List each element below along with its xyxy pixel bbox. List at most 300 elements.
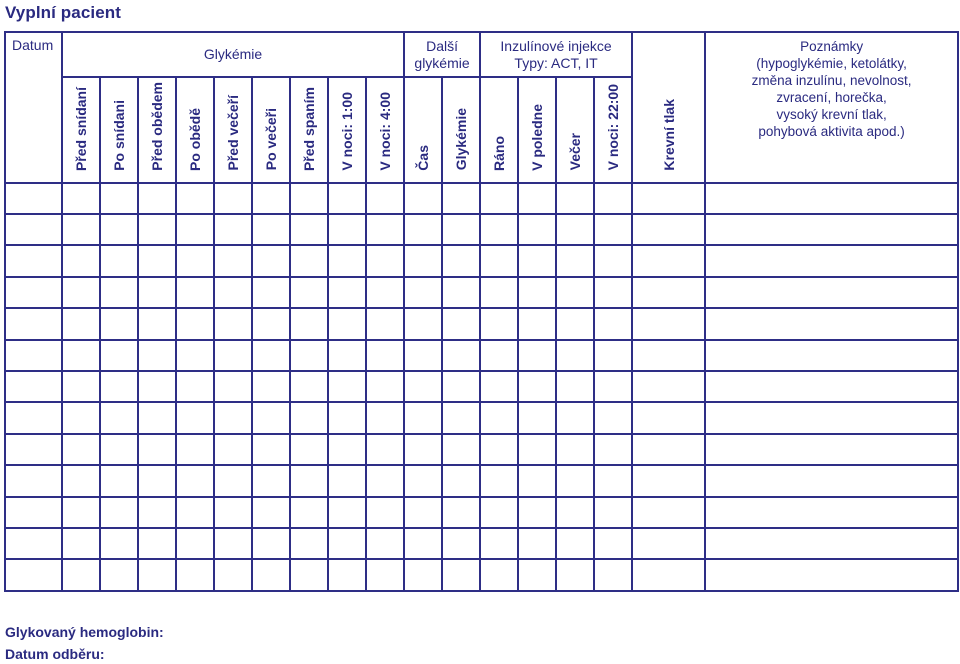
entry-cell[interactable] xyxy=(290,497,328,528)
entry-cell[interactable] xyxy=(594,183,632,214)
entry-cell[interactable] xyxy=(442,277,480,308)
entry-cell[interactable] xyxy=(632,497,705,528)
insulin-line1: Inzulínové injekce xyxy=(500,37,612,54)
entry-cell[interactable] xyxy=(480,465,518,496)
entry-cell[interactable] xyxy=(62,340,100,371)
entry-cell[interactable] xyxy=(366,340,404,371)
entry-cell[interactable] xyxy=(176,434,214,465)
entry-cell[interactable] xyxy=(480,371,518,402)
table-row xyxy=(5,340,958,371)
entry-cell[interactable] xyxy=(594,277,632,308)
entry-cell[interactable] xyxy=(176,559,214,590)
entry-cell[interactable] xyxy=(62,497,100,528)
col-label: Večer xyxy=(567,133,584,171)
entry-cell[interactable] xyxy=(442,183,480,214)
entry-cell[interactable] xyxy=(100,371,138,402)
entry-cell[interactable] xyxy=(518,497,556,528)
entry-cell[interactable] xyxy=(252,371,290,402)
entry-cell[interactable] xyxy=(518,434,556,465)
col-label: Před spaním xyxy=(301,86,317,171)
entry-cell[interactable] xyxy=(100,528,138,559)
col-label: Před obědem xyxy=(149,82,165,171)
entry-cell[interactable] xyxy=(594,402,632,433)
entry-cell[interactable] xyxy=(556,371,594,402)
entry-cell[interactable] xyxy=(480,402,518,433)
entry-cell[interactable] xyxy=(328,402,366,433)
col-po-snidani xyxy=(100,77,138,183)
entry-cell[interactable] xyxy=(5,465,62,496)
entry-cell[interactable] xyxy=(214,434,252,465)
notes-line: změna inzulínu, nevolnost, xyxy=(751,73,912,88)
entry-cell[interactable] xyxy=(518,214,556,245)
other-glycemia-line2: glykémie xyxy=(414,54,470,71)
entry-cell[interactable] xyxy=(705,402,958,433)
entry-cell[interactable] xyxy=(290,214,328,245)
entry-cell[interactable] xyxy=(252,245,290,276)
entry-cell[interactable] xyxy=(5,214,62,245)
entry-cell[interactable] xyxy=(62,402,100,433)
entry-cell[interactable] xyxy=(214,340,252,371)
entry-cell[interactable] xyxy=(705,497,958,528)
table-row xyxy=(5,183,958,214)
entry-cell[interactable] xyxy=(480,245,518,276)
glycemia-log-table xyxy=(4,31,959,592)
entry-cell[interactable] xyxy=(404,371,442,402)
entry-cell[interactable] xyxy=(632,434,705,465)
entry-cell[interactable] xyxy=(214,277,252,308)
entry-cell[interactable] xyxy=(176,465,214,496)
blood-pressure-label: Krevní tlak xyxy=(660,99,677,171)
table-row xyxy=(5,497,958,528)
entry-cell[interactable] xyxy=(100,402,138,433)
entry-cell[interactable] xyxy=(100,340,138,371)
entry-cell[interactable] xyxy=(290,528,328,559)
entry-cell[interactable] xyxy=(252,434,290,465)
entry-cell[interactable] xyxy=(404,214,442,245)
entry-cell[interactable] xyxy=(632,277,705,308)
entry-cell[interactable] xyxy=(518,183,556,214)
entry-cell[interactable] xyxy=(100,308,138,339)
table-row xyxy=(5,371,958,402)
entry-cell[interactable] xyxy=(705,183,958,214)
entry-cell[interactable] xyxy=(632,371,705,402)
entry-cell[interactable] xyxy=(176,308,214,339)
entry-cell[interactable] xyxy=(632,559,705,590)
entry-cell[interactable] xyxy=(556,214,594,245)
entry-cell[interactable] xyxy=(328,183,366,214)
entry-cell[interactable] xyxy=(480,277,518,308)
entry-cell[interactable] xyxy=(100,559,138,590)
entry-cell[interactable] xyxy=(556,308,594,339)
entry-cell[interactable] xyxy=(290,434,328,465)
insulin-group-header xyxy=(480,32,632,77)
entry-cell[interactable] xyxy=(518,528,556,559)
entry-cell[interactable] xyxy=(5,559,62,590)
entry-cell[interactable] xyxy=(252,340,290,371)
entry-cell[interactable] xyxy=(366,402,404,433)
entry-cell[interactable] xyxy=(705,245,958,276)
entry-cell[interactable] xyxy=(5,340,62,371)
entry-cell[interactable] xyxy=(632,340,705,371)
entry-cell[interactable] xyxy=(594,434,632,465)
entry-cell[interactable] xyxy=(594,528,632,559)
entry-cell[interactable] xyxy=(5,308,62,339)
entry-cell[interactable] xyxy=(62,245,100,276)
entry-cell[interactable] xyxy=(480,497,518,528)
col-label: Po večeři xyxy=(263,108,279,171)
entry-cell[interactable] xyxy=(62,214,100,245)
other-glycemia-line1: Další xyxy=(426,37,458,54)
entry-cell[interactable] xyxy=(62,308,100,339)
entry-cell[interactable] xyxy=(518,340,556,371)
entry-cell[interactable] xyxy=(366,434,404,465)
entry-cell[interactable] xyxy=(556,277,594,308)
entry-cell[interactable] xyxy=(366,528,404,559)
entry-cell[interactable] xyxy=(404,308,442,339)
table-row xyxy=(5,559,958,590)
notes-line: vysoký krevní tlak, xyxy=(776,107,887,122)
entry-cell[interactable] xyxy=(480,559,518,590)
entry-cell[interactable] xyxy=(366,308,404,339)
entry-cell[interactable] xyxy=(442,340,480,371)
entry-cell[interactable] xyxy=(556,559,594,590)
col-pred-snidani xyxy=(62,77,100,183)
col-label: Po snídani xyxy=(111,99,127,171)
table-row xyxy=(5,308,958,339)
entry-cell[interactable] xyxy=(252,559,290,590)
entry-cell[interactable] xyxy=(62,528,100,559)
entry-cell[interactable] xyxy=(100,183,138,214)
entry-cell[interactable] xyxy=(328,214,366,245)
entry-cell[interactable] xyxy=(62,559,100,590)
entry-cell[interactable] xyxy=(442,214,480,245)
entry-cell[interactable] xyxy=(5,371,62,402)
entry-cell[interactable] xyxy=(62,183,100,214)
entry-cell[interactable] xyxy=(328,528,366,559)
entry-cell[interactable] xyxy=(366,214,404,245)
entry-cell[interactable] xyxy=(100,465,138,496)
entry-cell[interactable] xyxy=(290,402,328,433)
entry-cell[interactable] xyxy=(252,214,290,245)
notes-title: Poznámky xyxy=(800,39,864,54)
entry-cell[interactable] xyxy=(442,308,480,339)
entry-cell[interactable] xyxy=(594,245,632,276)
entry-cell[interactable] xyxy=(5,245,62,276)
entry-cell[interactable] xyxy=(62,371,100,402)
entry-cell[interactable] xyxy=(632,214,705,245)
col-label: V noci: 22:00 xyxy=(605,84,622,171)
col-v-noci-4 xyxy=(366,77,404,183)
entry-cell[interactable] xyxy=(366,465,404,496)
entry-cell[interactable] xyxy=(556,528,594,559)
table-row xyxy=(5,245,958,276)
entry-cell[interactable] xyxy=(705,528,958,559)
entry-cell[interactable] xyxy=(518,465,556,496)
entry-cell[interactable] xyxy=(214,214,252,245)
entry-cell[interactable] xyxy=(404,402,442,433)
entry-cell[interactable] xyxy=(442,402,480,433)
entry-cell[interactable] xyxy=(366,559,404,590)
entry-cell[interactable] xyxy=(252,308,290,339)
entry-cell[interactable] xyxy=(214,308,252,339)
table-row xyxy=(5,402,958,433)
col-label: Před snídaní xyxy=(73,86,89,171)
entry-cell[interactable] xyxy=(5,434,62,465)
entry-cell[interactable] xyxy=(5,277,62,308)
entry-cell[interactable] xyxy=(214,559,252,590)
entry-cell[interactable] xyxy=(214,371,252,402)
entry-cell[interactable] xyxy=(366,277,404,308)
entry-cell[interactable] xyxy=(594,340,632,371)
entry-cell[interactable] xyxy=(214,183,252,214)
entry-cell[interactable] xyxy=(518,277,556,308)
entry-cell[interactable] xyxy=(290,308,328,339)
entry-cell[interactable] xyxy=(518,559,556,590)
entry-cell[interactable] xyxy=(5,528,62,559)
entry-cell[interactable] xyxy=(138,497,176,528)
entry-cell[interactable] xyxy=(480,183,518,214)
entry-cell[interactable] xyxy=(556,497,594,528)
entry-cell[interactable] xyxy=(252,528,290,559)
entry-cell[interactable] xyxy=(442,465,480,496)
table-row xyxy=(5,434,958,465)
entry-cell[interactable] xyxy=(138,277,176,308)
entry-cell[interactable] xyxy=(404,434,442,465)
entry-cell[interactable] xyxy=(328,434,366,465)
entry-cell[interactable] xyxy=(290,277,328,308)
entry-cell[interactable] xyxy=(328,277,366,308)
entry-cell[interactable] xyxy=(328,465,366,496)
entry-cell[interactable] xyxy=(404,528,442,559)
col-label: Glykémie xyxy=(453,108,470,171)
entry-cell[interactable] xyxy=(138,465,176,496)
entry-cell[interactable] xyxy=(214,245,252,276)
other-glycemia-header xyxy=(404,32,480,77)
entry-cell[interactable] xyxy=(176,214,214,245)
col-pred-spanim xyxy=(290,77,328,183)
entry-cell[interactable] xyxy=(404,497,442,528)
col-po-veceri xyxy=(252,77,290,183)
entry-cell[interactable] xyxy=(366,497,404,528)
entry-cell[interactable] xyxy=(705,434,958,465)
entry-cell[interactable] xyxy=(252,402,290,433)
entry-cell[interactable] xyxy=(518,308,556,339)
entry-cell[interactable] xyxy=(632,402,705,433)
entry-cell[interactable] xyxy=(138,214,176,245)
entry-cell[interactable] xyxy=(705,559,958,590)
entry-cell[interactable] xyxy=(404,465,442,496)
entry-cell[interactable] xyxy=(328,559,366,590)
entry-cell[interactable] xyxy=(62,465,100,496)
entry-cell[interactable] xyxy=(252,497,290,528)
entry-cell[interactable] xyxy=(556,434,594,465)
entry-cell[interactable] xyxy=(442,559,480,590)
entry-cell[interactable] xyxy=(556,245,594,276)
entry-cell[interactable] xyxy=(518,245,556,276)
entry-cell[interactable] xyxy=(594,465,632,496)
col-vecer xyxy=(556,77,594,183)
entry-cell[interactable] xyxy=(518,371,556,402)
entry-cell[interactable] xyxy=(252,183,290,214)
entry-cell[interactable] xyxy=(328,340,366,371)
hba1c-field[interactable] xyxy=(5,624,164,640)
entry-cell[interactable] xyxy=(214,528,252,559)
entry-cell[interactable] xyxy=(404,183,442,214)
entry-cell[interactable] xyxy=(705,308,958,339)
entry-cell[interactable] xyxy=(328,308,366,339)
entry-cell[interactable] xyxy=(138,402,176,433)
entry-cell[interactable] xyxy=(5,183,62,214)
entry-cell[interactable] xyxy=(442,434,480,465)
col-v-noci-22 xyxy=(594,77,632,183)
log-body xyxy=(5,183,958,591)
entry-cell[interactable] xyxy=(214,402,252,433)
entry-cell[interactable] xyxy=(556,183,594,214)
entry-cell[interactable] xyxy=(176,402,214,433)
entry-cell[interactable] xyxy=(480,340,518,371)
table-row xyxy=(5,214,958,245)
entry-cell[interactable] xyxy=(328,245,366,276)
entry-cell[interactable] xyxy=(252,277,290,308)
entry-cell[interactable] xyxy=(138,371,176,402)
entry-cell[interactable] xyxy=(442,528,480,559)
entry-cell[interactable] xyxy=(328,371,366,402)
entry-cell[interactable] xyxy=(290,371,328,402)
table-row xyxy=(5,277,958,308)
entry-cell[interactable] xyxy=(176,528,214,559)
entry-cell[interactable] xyxy=(594,308,632,339)
col-label: Před večeří xyxy=(225,95,241,171)
entry-cell[interactable] xyxy=(404,340,442,371)
entry-cell[interactable] xyxy=(705,340,958,371)
entry-cell[interactable] xyxy=(594,559,632,590)
col-label: V noci: 4:00 xyxy=(377,92,394,171)
entry-cell[interactable] xyxy=(214,465,252,496)
entry-cell[interactable] xyxy=(632,528,705,559)
entry-cell[interactable] xyxy=(480,214,518,245)
entry-cell[interactable] xyxy=(442,497,480,528)
entry-cell[interactable] xyxy=(100,245,138,276)
entry-cell[interactable] xyxy=(632,245,705,276)
col-label: V poledne xyxy=(529,103,546,171)
entry-cell[interactable] xyxy=(632,465,705,496)
col-po-obede xyxy=(176,77,214,183)
entry-cell[interactable] xyxy=(594,497,632,528)
entry-cell[interactable] xyxy=(705,371,958,402)
col-v-noci-1 xyxy=(328,77,366,183)
entry-cell[interactable] xyxy=(176,277,214,308)
entry-cell[interactable] xyxy=(480,308,518,339)
entry-cell[interactable] xyxy=(138,559,176,590)
entry-cell[interactable] xyxy=(594,371,632,402)
entry-cell[interactable] xyxy=(556,402,594,433)
hba1c-label: Glykovaný hemoglobin: xyxy=(5,624,164,640)
table-row xyxy=(5,528,958,559)
entry-cell[interactable] xyxy=(138,434,176,465)
entry-cell[interactable] xyxy=(138,245,176,276)
entry-cell[interactable] xyxy=(518,402,556,433)
blood-pressure-header xyxy=(632,32,705,183)
entry-cell[interactable] xyxy=(632,183,705,214)
entry-cell[interactable] xyxy=(404,559,442,590)
entry-cell[interactable] xyxy=(705,465,958,496)
entry-cell[interactable] xyxy=(328,497,366,528)
entry-cell[interactable] xyxy=(442,245,480,276)
entry-cell[interactable] xyxy=(556,465,594,496)
entry-cell[interactable] xyxy=(632,308,705,339)
entry-cell[interactable] xyxy=(176,183,214,214)
entry-cell[interactable] xyxy=(404,277,442,308)
entry-cell[interactable] xyxy=(366,245,404,276)
col-v-poledne xyxy=(518,77,556,183)
entry-cell[interactable] xyxy=(480,434,518,465)
entry-cell[interactable] xyxy=(442,371,480,402)
table-row xyxy=(5,465,958,496)
entry-cell[interactable] xyxy=(290,465,328,496)
entry-cell[interactable] xyxy=(252,465,290,496)
entry-cell[interactable] xyxy=(290,245,328,276)
entry-cell[interactable] xyxy=(705,277,958,308)
col-pred-veceri xyxy=(214,77,252,183)
col-cas xyxy=(404,77,442,183)
col-label: Čas xyxy=(415,145,432,171)
entry-cell[interactable] xyxy=(138,183,176,214)
col-rano xyxy=(480,77,518,183)
entry-cell[interactable] xyxy=(594,214,632,245)
entry-cell[interactable] xyxy=(138,528,176,559)
entry-cell[interactable] xyxy=(176,371,214,402)
sample-date-label: Datum odběru: xyxy=(5,646,105,662)
entry-cell[interactable] xyxy=(290,559,328,590)
entry-cell[interactable] xyxy=(480,528,518,559)
entry-cell[interactable] xyxy=(5,497,62,528)
entry-cell[interactable] xyxy=(176,340,214,371)
entry-cell[interactable] xyxy=(366,371,404,402)
col-label: Ráno xyxy=(491,135,508,171)
notes-header xyxy=(705,32,958,183)
insulin-line2: Typy: ACT, IT xyxy=(514,54,598,71)
notes-line: (hypoglykémie, ketolátky, xyxy=(756,56,907,71)
col-pred-obedem xyxy=(138,77,176,183)
page-title: Vyplní pacient xyxy=(5,3,122,22)
entry-cell[interactable] xyxy=(290,340,328,371)
entry-cell[interactable] xyxy=(100,497,138,528)
entry-cell[interactable] xyxy=(404,245,442,276)
entry-cell[interactable] xyxy=(290,183,328,214)
notes-line: pohybová aktivita apod.) xyxy=(758,124,905,139)
entry-cell[interactable] xyxy=(705,214,958,245)
col-glykemie xyxy=(442,77,480,183)
entry-cell[interactable] xyxy=(100,214,138,245)
entry-cell[interactable] xyxy=(366,183,404,214)
entry-cell[interactable] xyxy=(214,497,252,528)
entry-cell[interactable] xyxy=(100,434,138,465)
sample-date-field[interactable] xyxy=(5,646,105,662)
entry-cell[interactable] xyxy=(62,277,100,308)
entry-cell[interactable] xyxy=(138,308,176,339)
entry-cell[interactable] xyxy=(176,245,214,276)
entry-cell[interactable] xyxy=(5,402,62,433)
entry-cell[interactable] xyxy=(62,434,100,465)
entry-cell[interactable] xyxy=(556,340,594,371)
notes-line: zvracení, horečka, xyxy=(776,90,887,105)
col-label: Po obědě xyxy=(187,107,203,171)
col-label: V noci: 1:00 xyxy=(339,92,355,171)
entry-cell[interactable] xyxy=(100,277,138,308)
datum-header: Datum xyxy=(5,32,62,183)
entry-cell[interactable] xyxy=(176,497,214,528)
entry-cell[interactable] xyxy=(138,340,176,371)
